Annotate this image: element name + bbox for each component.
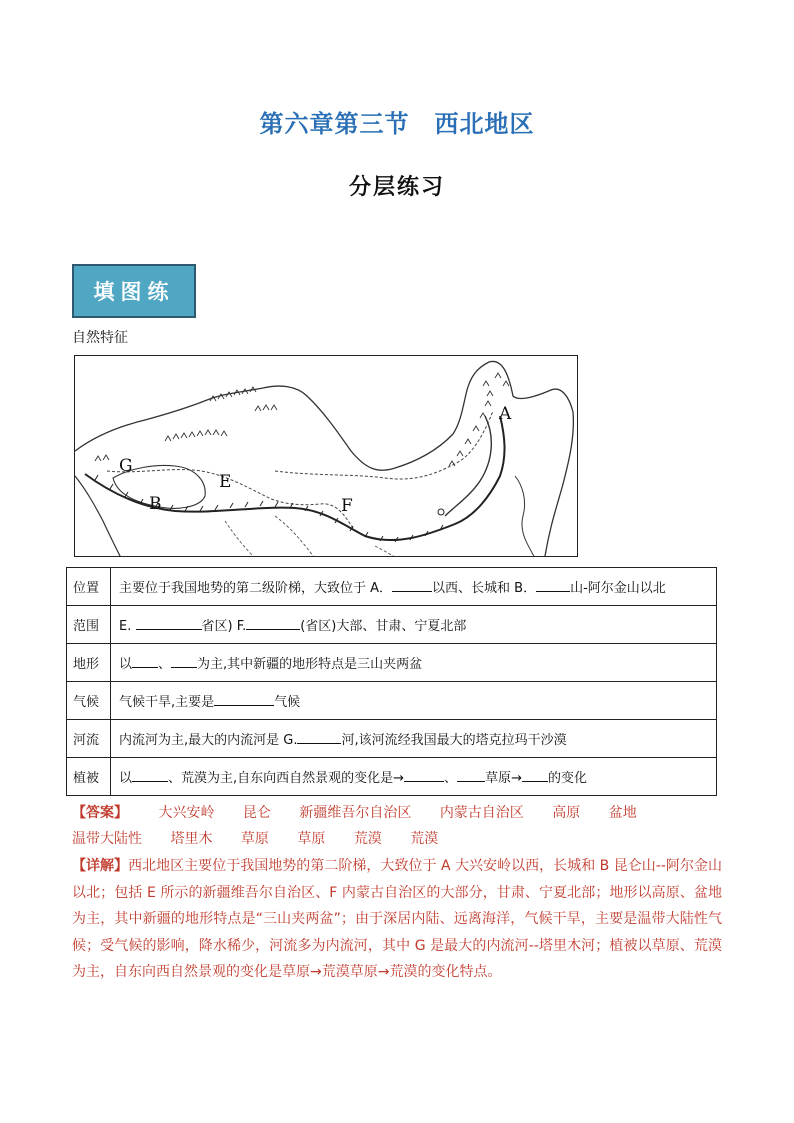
fill-blank[interactable] (297, 730, 341, 744)
row-text: 以 (119, 657, 133, 672)
row-text: 、 (444, 771, 458, 786)
page-subtitle: 分层练习 (348, 175, 445, 200)
row-text: 草原→ (485, 771, 522, 786)
row-text: 气候 (274, 695, 301, 710)
row-text: 、荒漠为主,自东向西自然景观的变化是→ (168, 771, 405, 786)
fill-blank[interactable] (136, 616, 202, 630)
row-text: E. (119, 619, 132, 634)
answer-line-2 (72, 826, 722, 852)
row-text: 山-阿尔金山以北 (570, 581, 666, 596)
section-label: 自然特征 (72, 330, 128, 346)
fill-blank[interactable] (132, 654, 158, 668)
fill-blank[interactable] (536, 578, 570, 592)
table-row (67, 720, 717, 758)
row-head: 地形 (67, 644, 111, 682)
fill-blank[interactable] (522, 768, 548, 782)
fill-blank[interactable] (214, 692, 274, 706)
map-label-g: G (119, 456, 133, 476)
answer-item: 大兴安岭 (158, 805, 215, 821)
section-badge: 填图练 (72, 264, 196, 318)
row-head: 位置 (67, 568, 111, 606)
row-text: 的变化 (547, 771, 587, 786)
row-text: 省区) F. (201, 619, 247, 634)
row-text: 、 (158, 657, 172, 672)
row-head: 河流 (67, 720, 111, 758)
row-head: 范围 (67, 606, 111, 644)
row-content (111, 720, 717, 758)
map-label-b: B (149, 494, 162, 514)
answer-item: 荒漠 (410, 831, 439, 847)
row-text: 主要位于我国地势的第二级阶梯，大致位于 A． (119, 581, 393, 596)
map-label-f: F (341, 496, 353, 516)
map-drawing (75, 356, 578, 557)
national-border (75, 361, 573, 556)
row-text: 内流河为主,最大的内流河是 G. (119, 733, 298, 748)
answer-item: 草原 (297, 831, 326, 847)
table-row (67, 644, 717, 682)
answer-item: 温带大陆性 (72, 831, 142, 847)
mountain-symbols (95, 373, 512, 466)
fill-blank[interactable] (392, 578, 432, 592)
kunlun-line (85, 416, 505, 540)
row-text: 河,该河流经我国最大的塔克拉玛干沙漠 (341, 733, 567, 748)
row-head: 植被 (67, 758, 111, 796)
southern-provinces (225, 516, 397, 557)
map-label-a: A (499, 404, 512, 424)
detail-label: 【详解】 (72, 858, 129, 874)
row-content (111, 644, 717, 682)
fill-blank[interactable] (132, 768, 168, 782)
map-label-e: E (219, 472, 232, 492)
row-text: 为主,其中新疆的地形特点是三山夹两盆 (197, 657, 423, 672)
row-head: 气候 (67, 682, 111, 720)
answer-label: 【答案】 (72, 805, 128, 821)
row-content (111, 568, 717, 606)
capital-marker (438, 509, 444, 515)
inner-mongolia-border (275, 411, 493, 479)
answer-item: 高原 (552, 805, 581, 821)
row-content (111, 682, 717, 720)
table-row (67, 682, 717, 720)
detail-text: 西北地区主要位于我国地势的第二阶梯，大致位于 A 大兴安岭以西，长城和 B 昆仑山--阿尔金山以北；包括 E 所示的新疆维吾尔自治区、F 内蒙古自治区的大部分，甘肃、宁夏北部；地形以高原、盆地为主，其中新疆的地形特点是“三山夹两盆”；由于深居内陆、远离海洋，气候干旱，主要是温带大陆性气候；受气候的影响，降水稀少，河流多为内流河，其中 G 是最大的内流河--塔里木河；植被以草原、荒漠为主，自东向西自然景观的变化是草原→荒漠草原→荒漠的变化特点。 (72, 858, 722, 980)
row-content (111, 606, 717, 644)
answer-item: 草原 (240, 831, 269, 847)
fill-blank[interactable] (246, 616, 300, 630)
table-row (67, 758, 717, 796)
row-content (111, 758, 717, 796)
answer-item: 昆仑 (242, 805, 271, 821)
detail-block (72, 853, 722, 986)
fill-blank[interactable] (171, 654, 197, 668)
fill-blank[interactable] (457, 768, 485, 782)
table-row (67, 606, 717, 644)
row-text: 气候干旱,主要是 (119, 695, 215, 710)
row-text: 以 (119, 771, 133, 786)
answer-item: 塔里木 (170, 831, 213, 847)
table-row (67, 568, 717, 606)
answer-line-1 (72, 800, 722, 826)
western-border (75, 476, 121, 557)
answer-block (72, 800, 722, 852)
row-text: 以西、长城和 B． (432, 581, 537, 596)
page-title: 第六章第三节 西北地区 (259, 110, 535, 138)
east-coast (515, 476, 535, 557)
feature-table (66, 567, 717, 796)
answer-item: 盆地 (608, 805, 637, 821)
northwest-map (74, 355, 578, 557)
answer-item: 新疆维吾尔自治区 (299, 805, 412, 821)
fill-blank[interactable] (404, 768, 444, 782)
answer-item: 荒漠 (353, 831, 382, 847)
answer-item: 内蒙古自治区 (439, 805, 524, 821)
row-text: (省区)大部、甘肃、宁夏北部 (300, 619, 467, 634)
